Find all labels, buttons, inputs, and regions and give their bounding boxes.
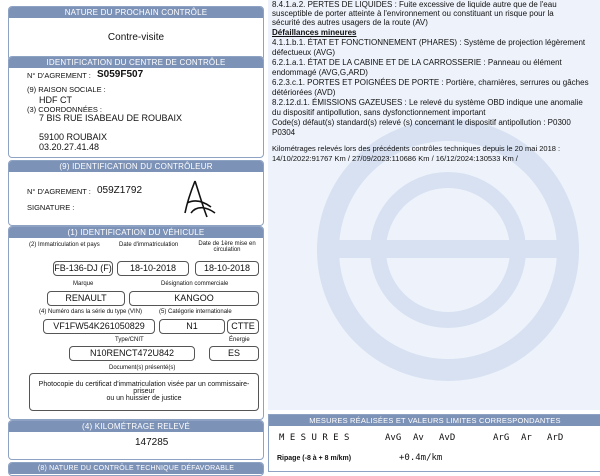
col-avd: AvD bbox=[439, 433, 456, 443]
mineures-heading: Défaillances mineures bbox=[272, 28, 357, 37]
marque-value: RENAULT bbox=[47, 291, 125, 306]
next-control-panel bbox=[8, 6, 264, 61]
immat-value: FB-136-DJ (F) bbox=[53, 261, 113, 276]
next-control-header: NATURE DU PROCHAIN CONTRÔLE bbox=[9, 7, 263, 18]
mineure-4a: 8.2.12.d.1. ÉMISSIONS GAZEUSES : Le relevé du système OBD indique une anomalie bbox=[272, 98, 583, 107]
centre-panel bbox=[8, 56, 264, 158]
cat-label: (5) Catégorie internationale bbox=[159, 309, 232, 315]
mineure-1b: défectueux (AVG) bbox=[272, 48, 335, 57]
nature-controle-panel bbox=[8, 462, 264, 476]
controleur-agrement-label: N° D'AGREMENT : bbox=[27, 187, 91, 196]
raison-sociale-value: HDF CT bbox=[39, 95, 72, 105]
designation-value: KANGOO bbox=[129, 291, 259, 306]
mesures-col-label: M E S U R E S bbox=[279, 433, 350, 443]
date-first-value: 18-10-2018 bbox=[195, 261, 259, 276]
mineure-4d: P0304 bbox=[272, 128, 296, 137]
mesures-panel bbox=[268, 414, 600, 472]
controleur-agrement-value: 059Z1792 bbox=[97, 185, 143, 196]
col-ar: Ar bbox=[521, 433, 532, 443]
km-history-2: 14/10/2022:91767 Km / 27/09/2023:110686 Km / 16/12/2024:130533 Km / bbox=[272, 154, 518, 163]
carrosserie-value: CTTE bbox=[227, 319, 259, 334]
cat-value: N1 bbox=[159, 319, 225, 334]
type-label: Type/CNIT bbox=[115, 337, 144, 343]
ripage-value: +0.4m/km bbox=[399, 453, 443, 463]
vin-value: VF1FW54K261050829 bbox=[43, 319, 155, 334]
defauts-area bbox=[268, 0, 600, 410]
ripage-label: Ripage (-8 à + 8 m/km) bbox=[277, 455, 352, 462]
designation-label: Désignation commerciale bbox=[161, 281, 229, 287]
mineure-3b: détériorées (AVD) bbox=[272, 88, 336, 97]
mineure-2a: 6.2.1.a.1. ÉTAT DE LA CABINE ET DE LA CARROSSERIE : Panneau ou élément bbox=[272, 58, 562, 67]
nature-controle-header: (8) NATURE DU CONTRÔLE TECHNIQUE DÉFAVORABLE bbox=[9, 463, 263, 474]
centre-header: IDENTIFICATION DU CENTRE DE CONTRÔLE bbox=[9, 57, 263, 68]
vehicule-panel bbox=[8, 226, 264, 420]
centre-agrement-value: S059F507 bbox=[97, 69, 144, 80]
date-immat-value: 18-10-2018 bbox=[117, 261, 189, 276]
raison-sociale-label: (9) RAISON SOCIALE : bbox=[27, 85, 106, 94]
mineure-1a: 4.1.1.b.1. ÉTAT ET FONCTIONNEMENT (PHARES) : Système de projection légèrement bbox=[272, 38, 586, 47]
col-arg: ArG bbox=[493, 433, 510, 443]
vehicule-header: (1) IDENTIFICATION DU VÉHICULE bbox=[9, 227, 263, 238]
km-history-1: Kilométrages relevés lors des précédents contrôles techniques depuis le 20 mai 2018 : bbox=[272, 144, 561, 153]
col-avg: AvG bbox=[385, 433, 402, 443]
critique-line-2: susceptible de porter atteinte à l'environnement ou constituant un risque pour la bbox=[272, 9, 554, 18]
signature-icon bbox=[177, 177, 223, 223]
mineure-4b: du dispositif antipollution, sans dysfonctionnement important bbox=[272, 108, 486, 117]
col-av: Av bbox=[413, 433, 424, 443]
kilometrage-panel bbox=[8, 420, 264, 460]
centre-phone: 03.20.27.41.48 bbox=[39, 142, 100, 152]
docs-line-1: Photocopie du certificat d'immatriculation visée par un commissaire-priseur bbox=[38, 381, 250, 395]
controleur-header: (9) IDENTIFICATION DU CONTRÔLEUR bbox=[9, 161, 263, 172]
mineure-3a: 6.2.3.c.1. PORTES ET POIGNÉES DE PORTE : Portière, charnières, serrures ou gâches bbox=[272, 78, 589, 87]
centre-address: 7 BIS RUE ISABEAU DE ROUBAIX bbox=[39, 113, 183, 123]
immat-label: (2) Immatriculation et pays bbox=[29, 242, 100, 248]
energie-label: Énergie bbox=[229, 337, 250, 343]
centre-city: 59100 ROUBAIX bbox=[39, 132, 108, 142]
docs-box bbox=[29, 373, 259, 411]
critique-line-3: sécurité des autres usagers de la route (AV) bbox=[272, 18, 428, 27]
mineure-2b: endommagé (AVG,G,ARD) bbox=[272, 68, 368, 77]
controleur-panel bbox=[8, 160, 264, 226]
next-control-value: Contre-visite bbox=[107, 32, 165, 43]
date-immat-label: Date d'immatriculation bbox=[119, 242, 179, 248]
col-ard: ArD bbox=[547, 433, 564, 443]
marque-label: Marque bbox=[73, 281, 94, 287]
docs-line-2: ou un huissier de justice bbox=[106, 395, 182, 402]
vin-label: (4) Numéro dans la série du type (VIN) bbox=[39, 309, 143, 315]
kilometrage-header: (4) KILOMÉTRAGE RELEVÉ bbox=[9, 421, 263, 432]
coordonnees-label: (3) COORDONNÉES : bbox=[27, 105, 103, 114]
kilometrage-value: 147285 bbox=[135, 437, 169, 448]
signature-label: SIGNATURE : bbox=[27, 203, 75, 212]
critique-line-1: 8.4.1.a.2. PERTES DE LIQUIDES : Fuite excessive de liquide autre que de l'eau bbox=[272, 0, 557, 9]
type-value: N10RENCT472U842 bbox=[69, 346, 195, 361]
docs-label: Document(s) présenté(s) bbox=[109, 365, 176, 371]
date-first-label: Date de 1ère mise en circulation bbox=[198, 241, 256, 253]
energie-value: ES bbox=[209, 346, 259, 361]
mesures-header: MESURES RÉALISÉES ET VALEURS LIMITES CORRESPONDANTES bbox=[269, 415, 600, 426]
mineure-4c: Code(s) défaut(s) standard(s) relevé (s) concernant le dispositif antipollution : P0300 bbox=[272, 118, 571, 127]
centre-agrement-label: N° D'AGREMENT : bbox=[27, 71, 91, 80]
